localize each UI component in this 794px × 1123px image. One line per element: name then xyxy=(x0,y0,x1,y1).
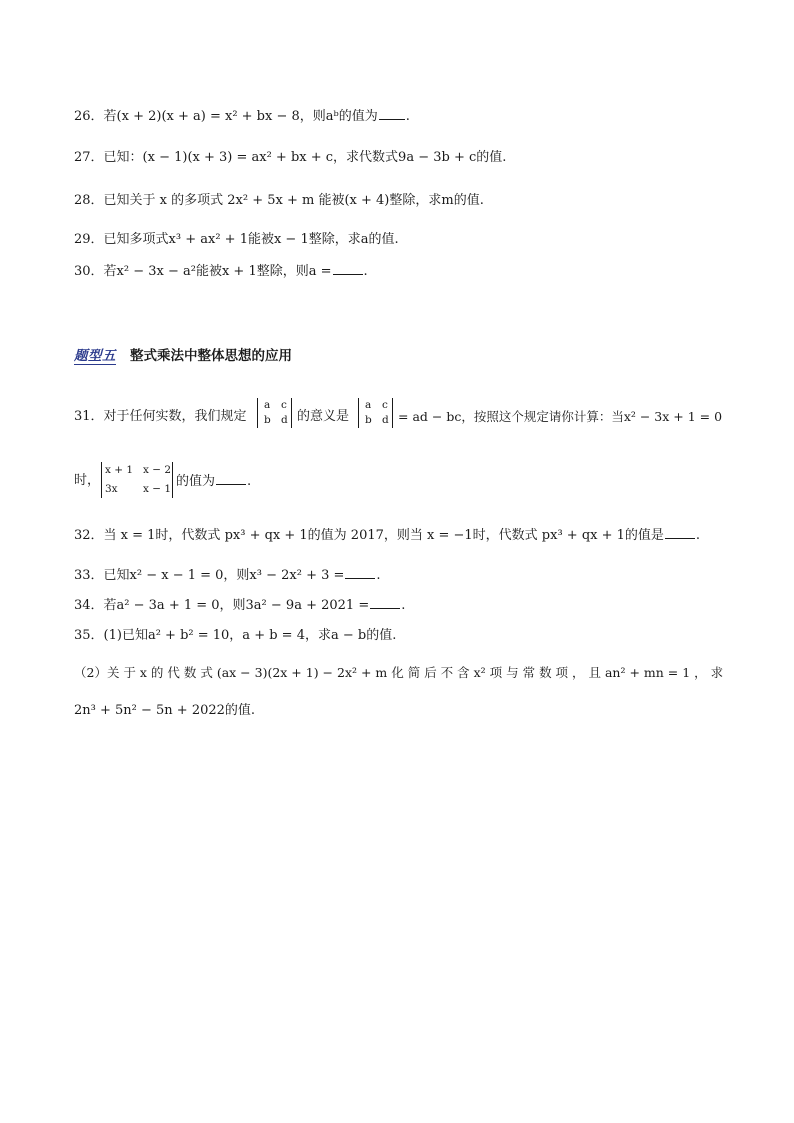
problem-27-text: 27．已知：(x − 1)(x + 3) = ax² + bx + c，求代数式9a − 3b + c的值. xyxy=(74,150,507,165)
problem-33-text: 33．已知x² − x − 1 = 0，则x³ − 2x² + 3 = xyxy=(74,568,345,583)
section-heading xyxy=(74,344,292,365)
det-d: d xyxy=(382,414,389,426)
problem-26-end: . xyxy=(405,109,410,124)
problem-28 xyxy=(74,193,484,209)
det-c: c xyxy=(382,399,388,411)
problem-34-end: . xyxy=(401,598,406,613)
problem-31-prefix-text: 31．对于任何实数，我们规定 xyxy=(74,409,247,424)
problem-30-text: 30．若x² − 3x − a²能被x + 1整除，则a = xyxy=(74,264,332,279)
problem-35-part2-cont-text: 2n³ + 5n² − 5n + 2022的值. xyxy=(74,703,256,718)
problem-30-end: . xyxy=(363,264,368,279)
det-b: b xyxy=(365,414,372,426)
problem-35-part2-cont xyxy=(74,703,255,719)
det-r2c1: 3x xyxy=(105,483,118,495)
problem-26-text: 26．若(x + 2)(x + a) = x² + bx − 8，则aᵇ的值为 xyxy=(74,109,378,124)
problem-35-part2 xyxy=(74,665,723,681)
problem-32-end: . xyxy=(695,528,701,543)
problem-31-line2-suffix xyxy=(176,473,251,490)
det-c: c xyxy=(281,399,287,411)
det-d: d xyxy=(281,414,288,426)
problem-29-text: 29．已知多项式x³ + ax² + 1能被x − 1整除，求a的值. xyxy=(74,232,399,247)
problem-33 xyxy=(74,567,381,584)
det-b: b xyxy=(264,414,271,426)
problem-35-text: 35．(1)已知a² + b² = 10，a + b = 4，求a − b的值. xyxy=(74,628,397,643)
problem-30 xyxy=(74,263,368,280)
problem-31-suffix xyxy=(398,409,722,425)
det-a: a xyxy=(264,399,271,411)
problem-31-mid xyxy=(297,409,349,425)
problem-32-text: 32．当 x = 1时，代数式 px³ + qx + 1的值为 2017，则当 x = −1时，代数式 px³ + qx + 1的值是 xyxy=(74,528,664,543)
det-a: a xyxy=(365,399,372,411)
det-r2c2: x − 1 xyxy=(143,483,172,495)
problem-31-prefix xyxy=(74,409,247,425)
answer-blank xyxy=(216,473,246,485)
answer-blank xyxy=(379,108,405,120)
problem-35 xyxy=(74,628,396,644)
problem-27 xyxy=(74,150,506,166)
determinant-expression xyxy=(101,462,173,498)
answer-blank xyxy=(333,263,363,275)
answer-blank xyxy=(370,597,400,609)
answer-blank xyxy=(345,567,375,579)
problem-31-line2-end: . xyxy=(247,474,252,489)
section-tag: 题型五 xyxy=(74,344,116,365)
problem-31-suffix-text: = ad − bc，按照这个规定请你计算：当x² − 3x + 1 = 0 xyxy=(398,409,723,424)
answer-blank xyxy=(665,527,695,539)
determinant-small xyxy=(257,398,293,428)
determinant-definition xyxy=(358,398,394,428)
problem-26 xyxy=(74,108,410,125)
problem-34-text: 34．若a² − 3a + 1 = 0，则3a² − 9a + 2021 = xyxy=(74,598,370,613)
det-r1c1: x + 1 xyxy=(105,464,134,476)
problem-32 xyxy=(74,527,700,544)
problem-28-text: 28．已知关于 x 的多项式 2x² + 5x + m 能被(x + 4)整除，求m的值. xyxy=(74,193,484,208)
problem-31-mid-text: 的意义是 xyxy=(297,409,350,424)
section-title: 整式乘法中整体思想的应用 xyxy=(130,348,292,364)
problem-31-line2-prefix xyxy=(74,473,100,489)
problem-34 xyxy=(74,597,405,614)
problem-33-end: . xyxy=(376,568,381,583)
problem-31-line2-prefix-text: 时， xyxy=(74,473,101,488)
problem-35-part2-text: （2）关 于 x 的 代 数 式 (ax − 3)(2x + 1) − 2x² + m 化 简 后 不 含 x² 项 与 常 数 项 ， 且 an² + mn = 1 ， 求 xyxy=(74,665,724,680)
problem-29 xyxy=(74,232,399,248)
det-r1c2: x − 2 xyxy=(143,464,172,476)
problem-31-line2-suffix-text: 的值为 xyxy=(176,474,216,489)
